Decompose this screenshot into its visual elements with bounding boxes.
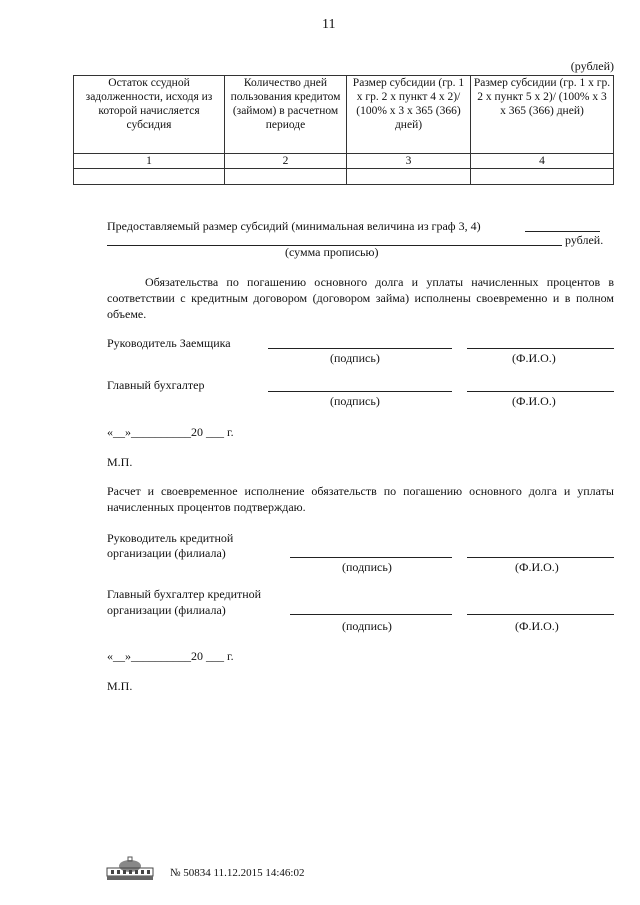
bank-accountant-label-2: организации (филиала) [107, 603, 226, 617]
stamp-place: М.П. [107, 455, 133, 469]
empty-cell [74, 169, 225, 185]
header-cell: Количество дней пользования кредитом (займом) в расчетном периоде [225, 76, 347, 154]
fio-label: (Ф.И.О.) [512, 394, 556, 408]
signature-label: (подпись) [342, 560, 392, 574]
bank-accountant-label: Главный бухгалтер кредитной [107, 587, 262, 601]
column-number: 4 [471, 154, 614, 169]
signature-label: (подпись) [330, 351, 380, 365]
fio-line [467, 348, 614, 349]
signature-line [290, 614, 452, 615]
paragraph-confirmation: Расчет и своевременное исполнение обязательств по погашению основного долга и уплаты начисленных процентов подтверждаю. [107, 484, 614, 514]
signature-line [290, 557, 452, 558]
column-number: 2 [225, 154, 347, 169]
column-number: 3 [347, 154, 471, 169]
date-line: «__»__________20 ___ г. [107, 425, 234, 439]
signature-label: (подпись) [342, 619, 392, 633]
bank-head-label-2: организации (филиала) [107, 546, 226, 560]
sum-in-words-label: (сумма прописью) [285, 245, 379, 259]
chief-accountant-label: Главный бухгалтер [107, 378, 205, 392]
empty-cell [471, 169, 614, 185]
header-cell: Размер субсидии (гр. 1 х гр. 2 х пункт 5 х 2)/ (100% х 3 х 365 (366) дней) [471, 76, 614, 154]
bank-head-label: Руководитель кредитной [107, 531, 234, 545]
date-line: «__»__________20 ___ г. [107, 649, 234, 663]
fio-line [467, 391, 614, 392]
fio-label: (Ф.И.О.) [515, 560, 559, 574]
unit-note: (рублей) [570, 59, 614, 73]
footer-registration-stamp: № 50834 11.12.2015 14:46:02 [170, 867, 305, 879]
signature-label: (подпись) [330, 394, 380, 408]
page-number: 11 [322, 17, 336, 32]
paragraph-obligations: Обязательства по погашению основного долга и уплаты начисленных процентов в соответствии с кредитным договором (договором займа) исполнены своевременно и в полном объеме. [107, 275, 614, 321]
fio-line [467, 614, 614, 615]
subsidy-blank [525, 231, 600, 232]
empty-cell [347, 169, 471, 185]
fio-line [467, 557, 614, 558]
stamp-place: М.П. [107, 679, 133, 693]
borrower-head-label: Руководитель Заемщика [107, 336, 231, 350]
header-cell: Остаток ссудной задолженности, исходя из которой начисляется субсидия [74, 76, 225, 154]
building-logo-icon [105, 855, 155, 881]
fio-label: (Ф.И.О.) [515, 619, 559, 633]
rubles-label: рублей. [565, 233, 604, 247]
empty-cell [225, 169, 347, 185]
fio-label: (Ф.И.О.) [512, 351, 556, 365]
signature-line [268, 391, 452, 392]
header-cell: Размер субсидии (гр. 1 х гр. 2 х пункт 4 х 2)/ (100% х 3 х 365 (366) дней) [347, 76, 471, 154]
subsidy-line: Предоставляемый размер субсидий (минимальная величина из граф 3, 4) [107, 219, 481, 233]
subsidy-table [73, 75, 614, 185]
signature-line [268, 348, 452, 349]
column-number: 1 [74, 154, 225, 169]
